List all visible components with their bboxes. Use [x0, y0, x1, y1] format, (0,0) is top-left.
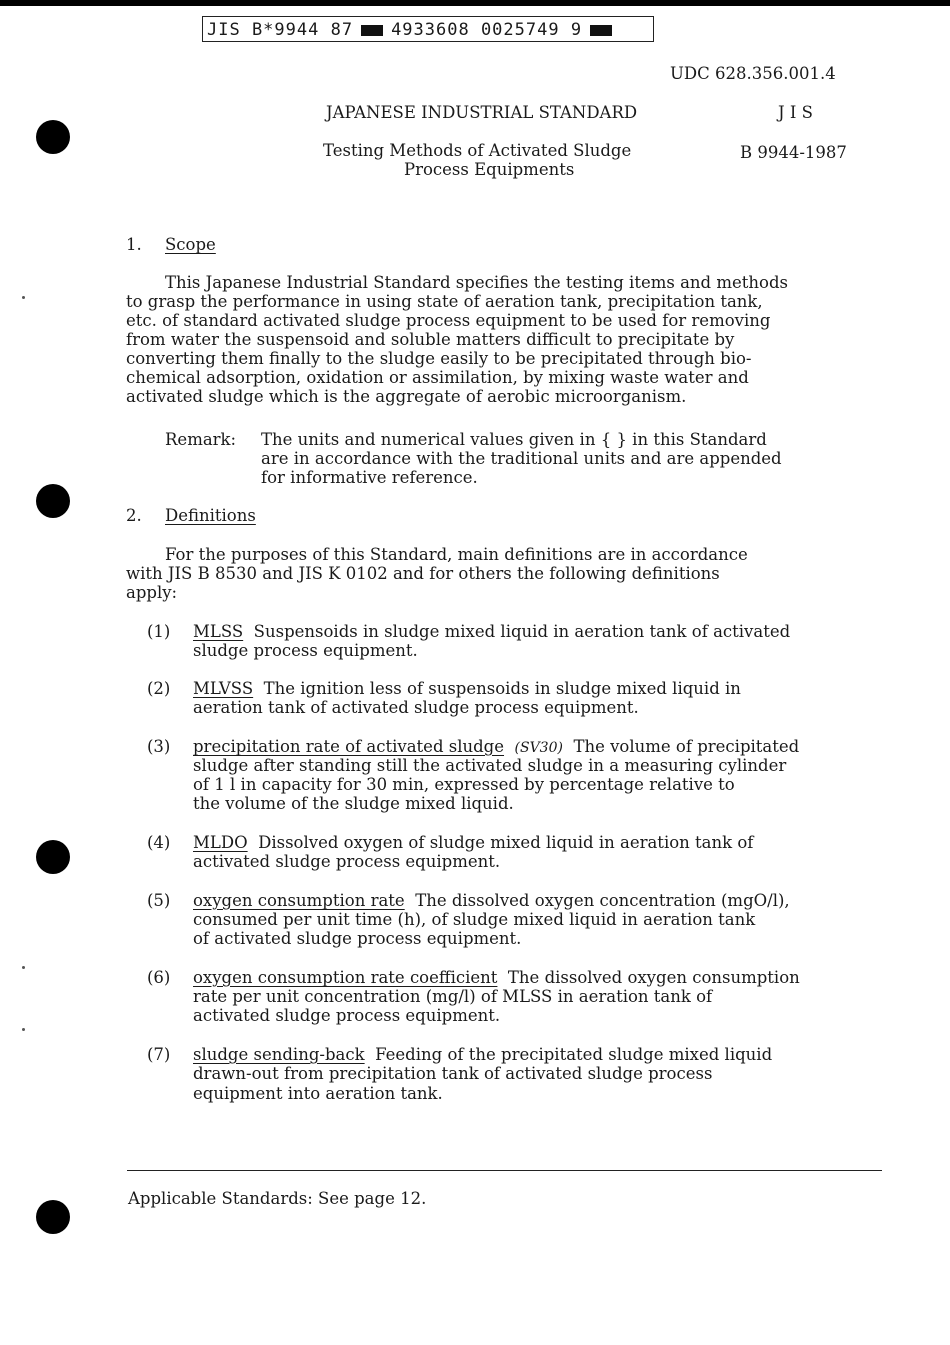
definition-term: MLDO — [193, 833, 248, 852]
scope-line: converting them finally to the sludge easily to be precipitated through bio- — [126, 349, 752, 368]
definition-text: The dissolved oxygen concentration (mgO/l), — [415, 891, 790, 910]
remark-line: The units and numerical values given in { } in this Standard — [261, 430, 767, 449]
section-1-number: 1. — [126, 235, 142, 254]
definition-line: of activated sludge process equipment. — [193, 929, 522, 948]
scope-line: to grasp the performance in using state of aeration tank, precipitation tank, — [126, 292, 763, 311]
definition-line — [193, 968, 800, 987]
definition-text: The volume of precipitated — [573, 737, 800, 756]
jis-mark: J I S — [778, 103, 813, 122]
definition-text: The ignition less of suspensoids in sludge mixed liquid in — [263, 679, 741, 698]
definition-line: the volume of the sludge mixed liquid. — [193, 794, 514, 813]
binder-hole-4 — [36, 1200, 70, 1234]
section-1-heading: Scope — [165, 235, 216, 254]
definition-line: activated sludge process equipment. — [193, 852, 501, 871]
definition-line — [193, 1045, 772, 1064]
definition-number: (3) — [147, 737, 171, 756]
definition-line: consumed per unit time (h), of sludge mixed liquid in aeration tank — [193, 910, 756, 929]
definition-term: MLVSS — [193, 679, 254, 698]
definition-line: sludge process equipment. — [193, 641, 418, 660]
definition-line: aeration tank of activated sludge process equipment. — [193, 698, 639, 717]
definition-text: Suspensoids in sludge mixed liquid in aeration tank of activated — [253, 622, 791, 641]
document-stamp — [202, 16, 654, 42]
definition-number: (6) — [147, 968, 171, 987]
definitions-intro-line: with JIS B 8530 and JIS K 0102 and for others the following definitions — [126, 564, 720, 583]
section-2-number: 2. — [126, 506, 142, 525]
definition-line: activated sludge process equipment. — [193, 1006, 501, 1025]
stamp-block-mark — [361, 25, 383, 36]
standard-number: B 9944-1987 — [740, 143, 847, 162]
remark-line: for informative reference. — [261, 468, 478, 487]
standard-org: JAPANESE INDUSTRIAL STANDARD — [326, 103, 638, 122]
definition-number: (7) — [147, 1045, 171, 1064]
definition-text: The dissolved oxygen consumption — [507, 968, 800, 987]
scope-line: This Japanese Industrial Standard specifies the testing items and methods — [165, 273, 788, 292]
title-line-2: Process Equipments — [404, 160, 575, 179]
scan-top-edge — [0, 0, 950, 6]
definition-text: Feeding of the precipitated sludge mixed liquid — [375, 1045, 773, 1064]
title-line-1: Testing Methods of Activated Sludge — [323, 141, 632, 160]
scope-line: etc. of standard activated sludge process equipment to be used for removing — [126, 311, 771, 330]
definition-line — [193, 833, 753, 852]
definition-line: equipment into aeration tank. — [193, 1084, 443, 1103]
scope-line: from water the suspensoid and soluble matters difficult to precipitate by — [126, 330, 735, 349]
scope-line: chemical adsorption, oxidation or assimilation, by mixing waste water and — [126, 368, 749, 387]
scan-speck — [22, 1028, 25, 1031]
binder-hole-1 — [36, 120, 70, 154]
definition-symbol: (SV30) — [514, 740, 563, 756]
definition-term: oxygen consumption rate — [193, 891, 405, 910]
stamp-block-mark-2 — [590, 25, 612, 36]
definition-text: Dissolved oxygen of sludge mixed liquid in aeration tank of — [258, 833, 754, 852]
definition-term: precipitation rate of activated sludge — [193, 737, 505, 756]
definition-line — [193, 622, 790, 641]
remark-label: Remark: — [165, 430, 237, 449]
definition-number: (1) — [147, 622, 171, 641]
definition-number: (2) — [147, 679, 171, 698]
definition-number: (5) — [147, 891, 171, 910]
section-2-heading: Definitions — [165, 506, 256, 525]
footer-rule — [127, 1170, 882, 1171]
definition-line: of 1 l in capacity for 30 min, expressed by percentage relative to — [193, 775, 735, 794]
scan-speck — [22, 966, 25, 969]
definition-term: oxygen consumption rate coefficient — [193, 968, 498, 987]
binder-hole-2 — [36, 484, 70, 518]
definitions-intro-line: For the purposes of this Standard, main definitions are in accordance — [165, 545, 748, 564]
scope-line: activated sludge which is the aggregate of aerobic microorganism. — [126, 387, 687, 406]
udc-code: UDC 628.356.001.4 — [670, 64, 836, 83]
definition-line — [193, 891, 790, 910]
definition-term: sludge sending-back — [193, 1045, 365, 1064]
definition-line: rate per unit concentration (mg/l) of MLSS in aeration tank of — [193, 987, 713, 1006]
definition-number: (4) — [147, 833, 171, 852]
remark-line: are in accordance with the traditional units and are appended — [261, 449, 782, 468]
binder-hole-3 — [36, 840, 70, 874]
definition-line — [193, 679, 741, 698]
definition-line: drawn-out from precipitation tank of activated sludge process — [193, 1064, 713, 1083]
scan-speck — [22, 296, 25, 299]
applicable-standards-note: Applicable Standards: See page 12. — [128, 1189, 427, 1208]
definition-term: MLSS — [193, 622, 244, 641]
stamp-left-code: JIS B*9944 87 — [207, 20, 354, 40]
definitions-intro-line: apply: — [126, 583, 178, 602]
stamp-right-code: 4933608 0025749 9 — [391, 20, 583, 40]
definition-line: sludge after standing still the activated sludge in a measuring cylinder — [193, 756, 787, 775]
definition-line — [193, 737, 799, 756]
